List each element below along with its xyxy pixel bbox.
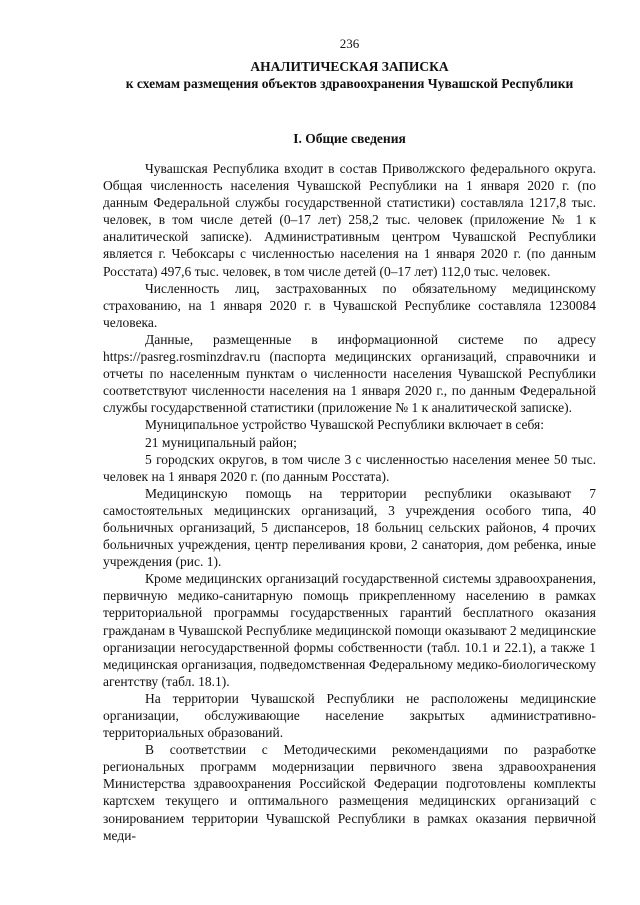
section-heading: I. Общие сведения: [293, 131, 406, 146]
body-text: [103, 160, 596, 844]
document-title: АНАЛИТИЧЕСКАЯ ЗАПИСКА: [250, 59, 449, 74]
paragraph-non-state-organizations: Кроме медицинских организаций государственной системы здравоохранения, первичную медико-санитарную помощь прикрепленному населению в рамках территориальной программы государственных гарантий бесплатного оказания гражданам в Чувашской Республике медицинской помощи оказывают 2 медицинские организации негосударственной формы собственности (табл. 10.1 и 22.1), а также 1 медицинская организация, подведомственная Федеральному медико-биологическому агентству (табл. 18.1).: [103, 571, 596, 689]
paragraph-urban-districts: 5 городских округов, в том числе 3 с численностью населения менее 50 тыс. человек на 1 января 2020 г. (по данным Росстата).: [103, 451, 596, 484]
page-number: 236: [339, 36, 360, 51]
document-subtitle: к схемам размещения объектов здравоохранения Чувашской Республики: [125, 76, 574, 91]
paragraph-closed-territories: На территории Чувашской Республики не расположены медицинские организации, обслуживающие население закрытых административно-территориальных образований.: [103, 690, 596, 741]
paragraph-methodological-recommendations: В соответствии с Методическими рекомендациями по разработке региональных программ модернизации первичного звена здравоохранения Министерства здравоохранения Российской Федерации подготовлены комплекты картсхем текущего и оптимального размещения медицинских организаций с зонированием территории Чувашской Республики в рамках оказания первичной меди-: [103, 742, 596, 843]
paragraph-information-system: Данные, размещенные в информационной системе по адресу https://pasreg.rosminzdrav.ru (паспорта медицинских организаций, справочники и отчеты по населенным пунктам о численности населения Чувашской Республики соответствуют численности населения на 1 января 2020 г., по данным Федеральной службы государственной статистики (приложение № 1 к аналитической записке).: [103, 331, 596, 416]
paragraph-municipal-structure: Муниципальное устройство Чувашской Республики включает в себя:: [145, 417, 544, 433]
paragraph-municipal-districts: 21 муниципальный район;: [145, 434, 297, 450]
paragraph-insured-persons: Численность лиц, застрахованных по обязательному медицинскому страхованию, на 1 января 2020 г. в Чувашской Республике составляла 1230084 человека.: [103, 280, 596, 330]
paragraph-medical-organizations: Медицинскую помощь на территории республики оказывают 7 самостоятельных медицинских организаций, 3 учреждения особого типа, 40 больничных организаций, 5 диспансеров, 18 больниц сельских районов, 4 прочих больничных учреждения, центр переливания крови, 2 санатория, дом ребенка, иные учреждения (рис. 1).: [103, 485, 596, 570]
paragraph-region-overview: Чувашская Республика входит в состав Приволжского федерального округа. Общая численность населения Чувашской Республики на 1 января 2020 г. (по данным Федеральной службы государственной статистики) составляла 1217,8 тыс. человек, в том числе детей (0–17 лет) 258,2 тыс. человек (приложение № 1 к аналитической записке). Административным центром Чувашской Республики является г. Чебоксары с численностью населения на 1 января 2020 г. (по данным Росстата) 497,6 тыс. человек, в том числе детей (0–17 лет) 112,0 тыс. человек.: [103, 161, 596, 279]
